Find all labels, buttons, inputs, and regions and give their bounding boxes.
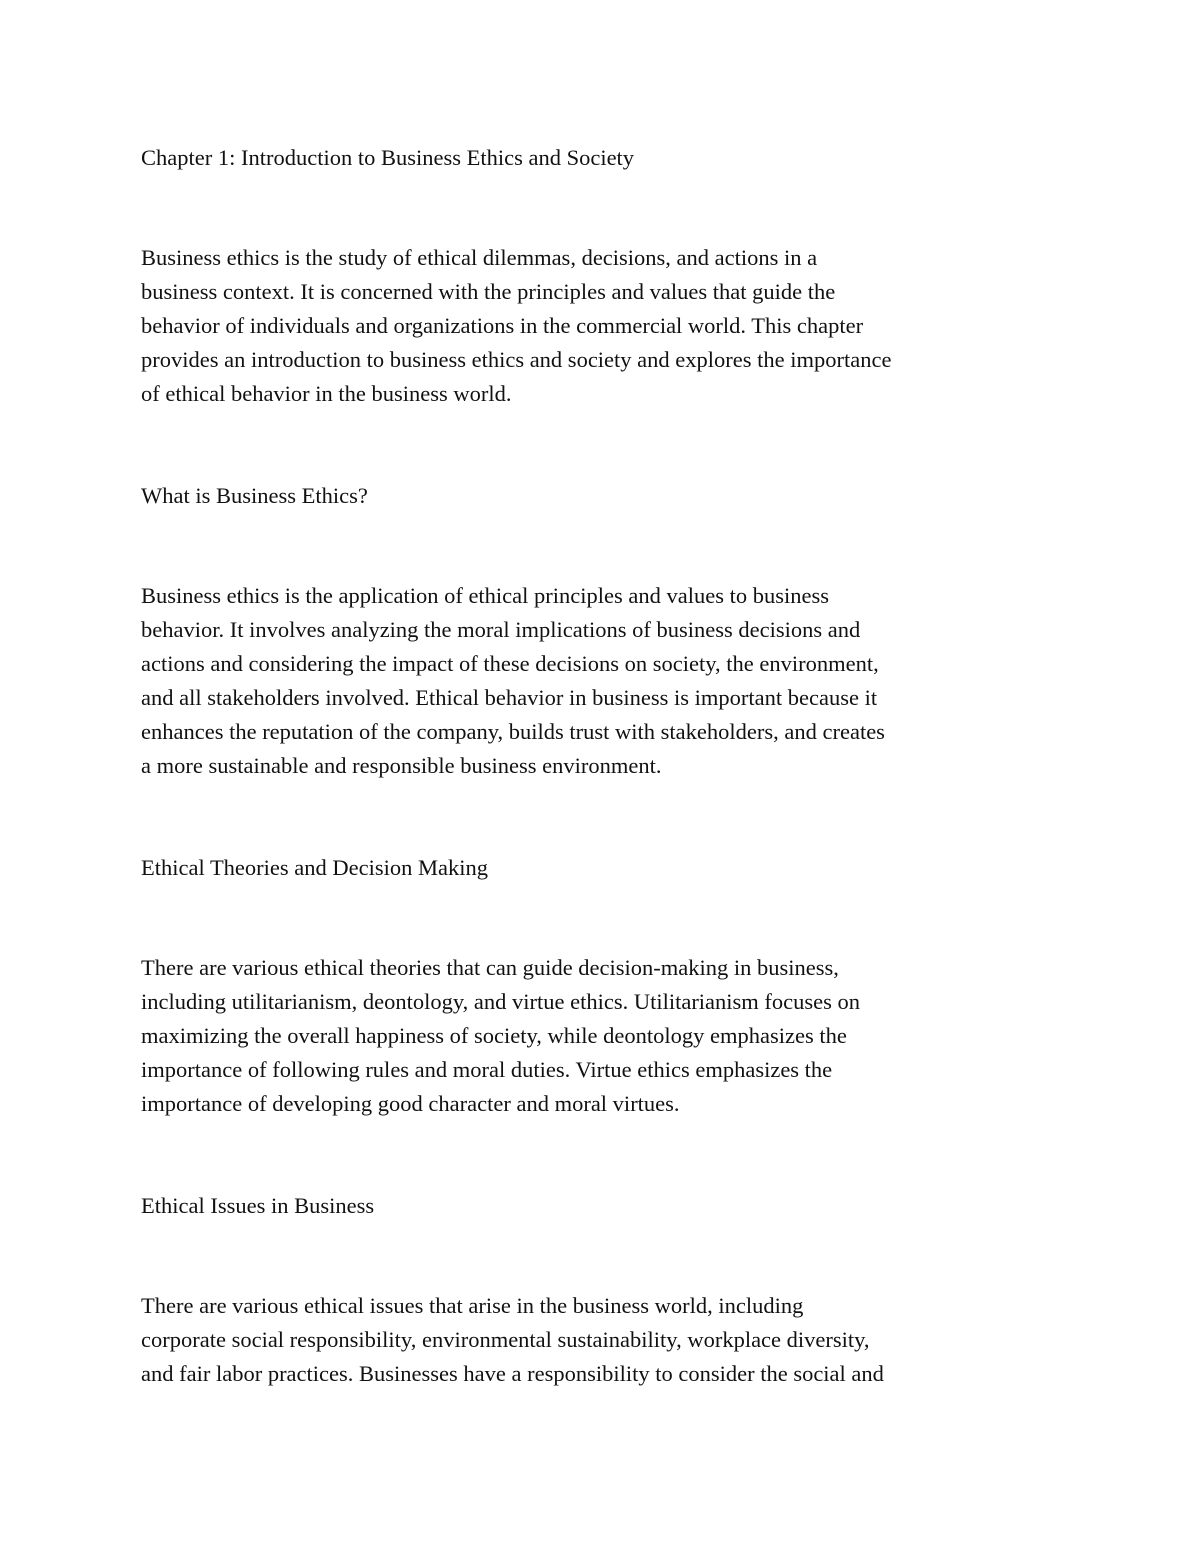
paragraph-line: including utilitarianism, deontology, and virtue ethics. Utilitarianism focuses on: [141, 989, 861, 1014]
paragraph-line: enhances the reputation of the company, builds trust with stakeholders, and creates: [141, 719, 885, 744]
section-heading: What is Business Ethics?: [141, 483, 368, 508]
section-paragraph: [141, 579, 1071, 783]
paragraph-line: and all stakeholders involved. Ethical behavior in business is important because it: [141, 685, 878, 710]
section-paragraph: [141, 951, 1071, 1121]
document-body: [141, 141, 1071, 1391]
paragraph-line: corporate social responsibility, environmental sustainability, workplace diversity,: [141, 1327, 870, 1352]
intro-paragraph: [141, 241, 1071, 411]
section-paragraph: [141, 1289, 1071, 1391]
paragraph-line: provides an introduction to business ethics and society and explores the importance: [141, 347, 892, 372]
paragraph-line: a more sustainable and responsible business environment.: [141, 753, 662, 778]
chapter-title: Chapter 1: Introduction to Business Ethics and Society: [141, 145, 635, 170]
paragraph-line: behavior. It involves analyzing the moral implications of business decisions and: [141, 617, 861, 642]
paragraph-line: and fair labor practices. Businesses have a responsibility to consider the social and: [141, 1361, 884, 1386]
paragraph-line: of ethical behavior in the business world.: [141, 381, 512, 406]
paragraph-line: There are various ethical theories that can guide decision-making in business,: [141, 955, 839, 980]
paragraph-line: business context. It is concerned with the principles and values that guide the: [141, 279, 836, 304]
paragraph-line: maximizing the overall happiness of society, while deontology emphasizes the: [141, 1023, 847, 1048]
paragraph-line: importance of developing good character and moral virtues.: [141, 1091, 680, 1116]
paragraph-line: actions and considering the impact of these decisions on society, the environment,: [141, 651, 879, 676]
paragraph-line: behavior of individuals and organizations in the commercial world. This chapter: [141, 313, 864, 338]
paragraph-line: There are various ethical issues that arise in the business world, including: [141, 1293, 804, 1318]
paragraph-line: Business ethics is the application of ethical principles and values to business: [141, 583, 829, 608]
paragraph-line: importance of following rules and moral duties. Virtue ethics emphasizes the: [141, 1057, 833, 1082]
section-heading: Ethical Issues in Business: [141, 1193, 375, 1218]
paragraph-line: Business ethics is the study of ethical dilemmas, decisions, and actions in a: [141, 245, 818, 270]
section-heading: Ethical Theories and Decision Making: [141, 855, 488, 880]
